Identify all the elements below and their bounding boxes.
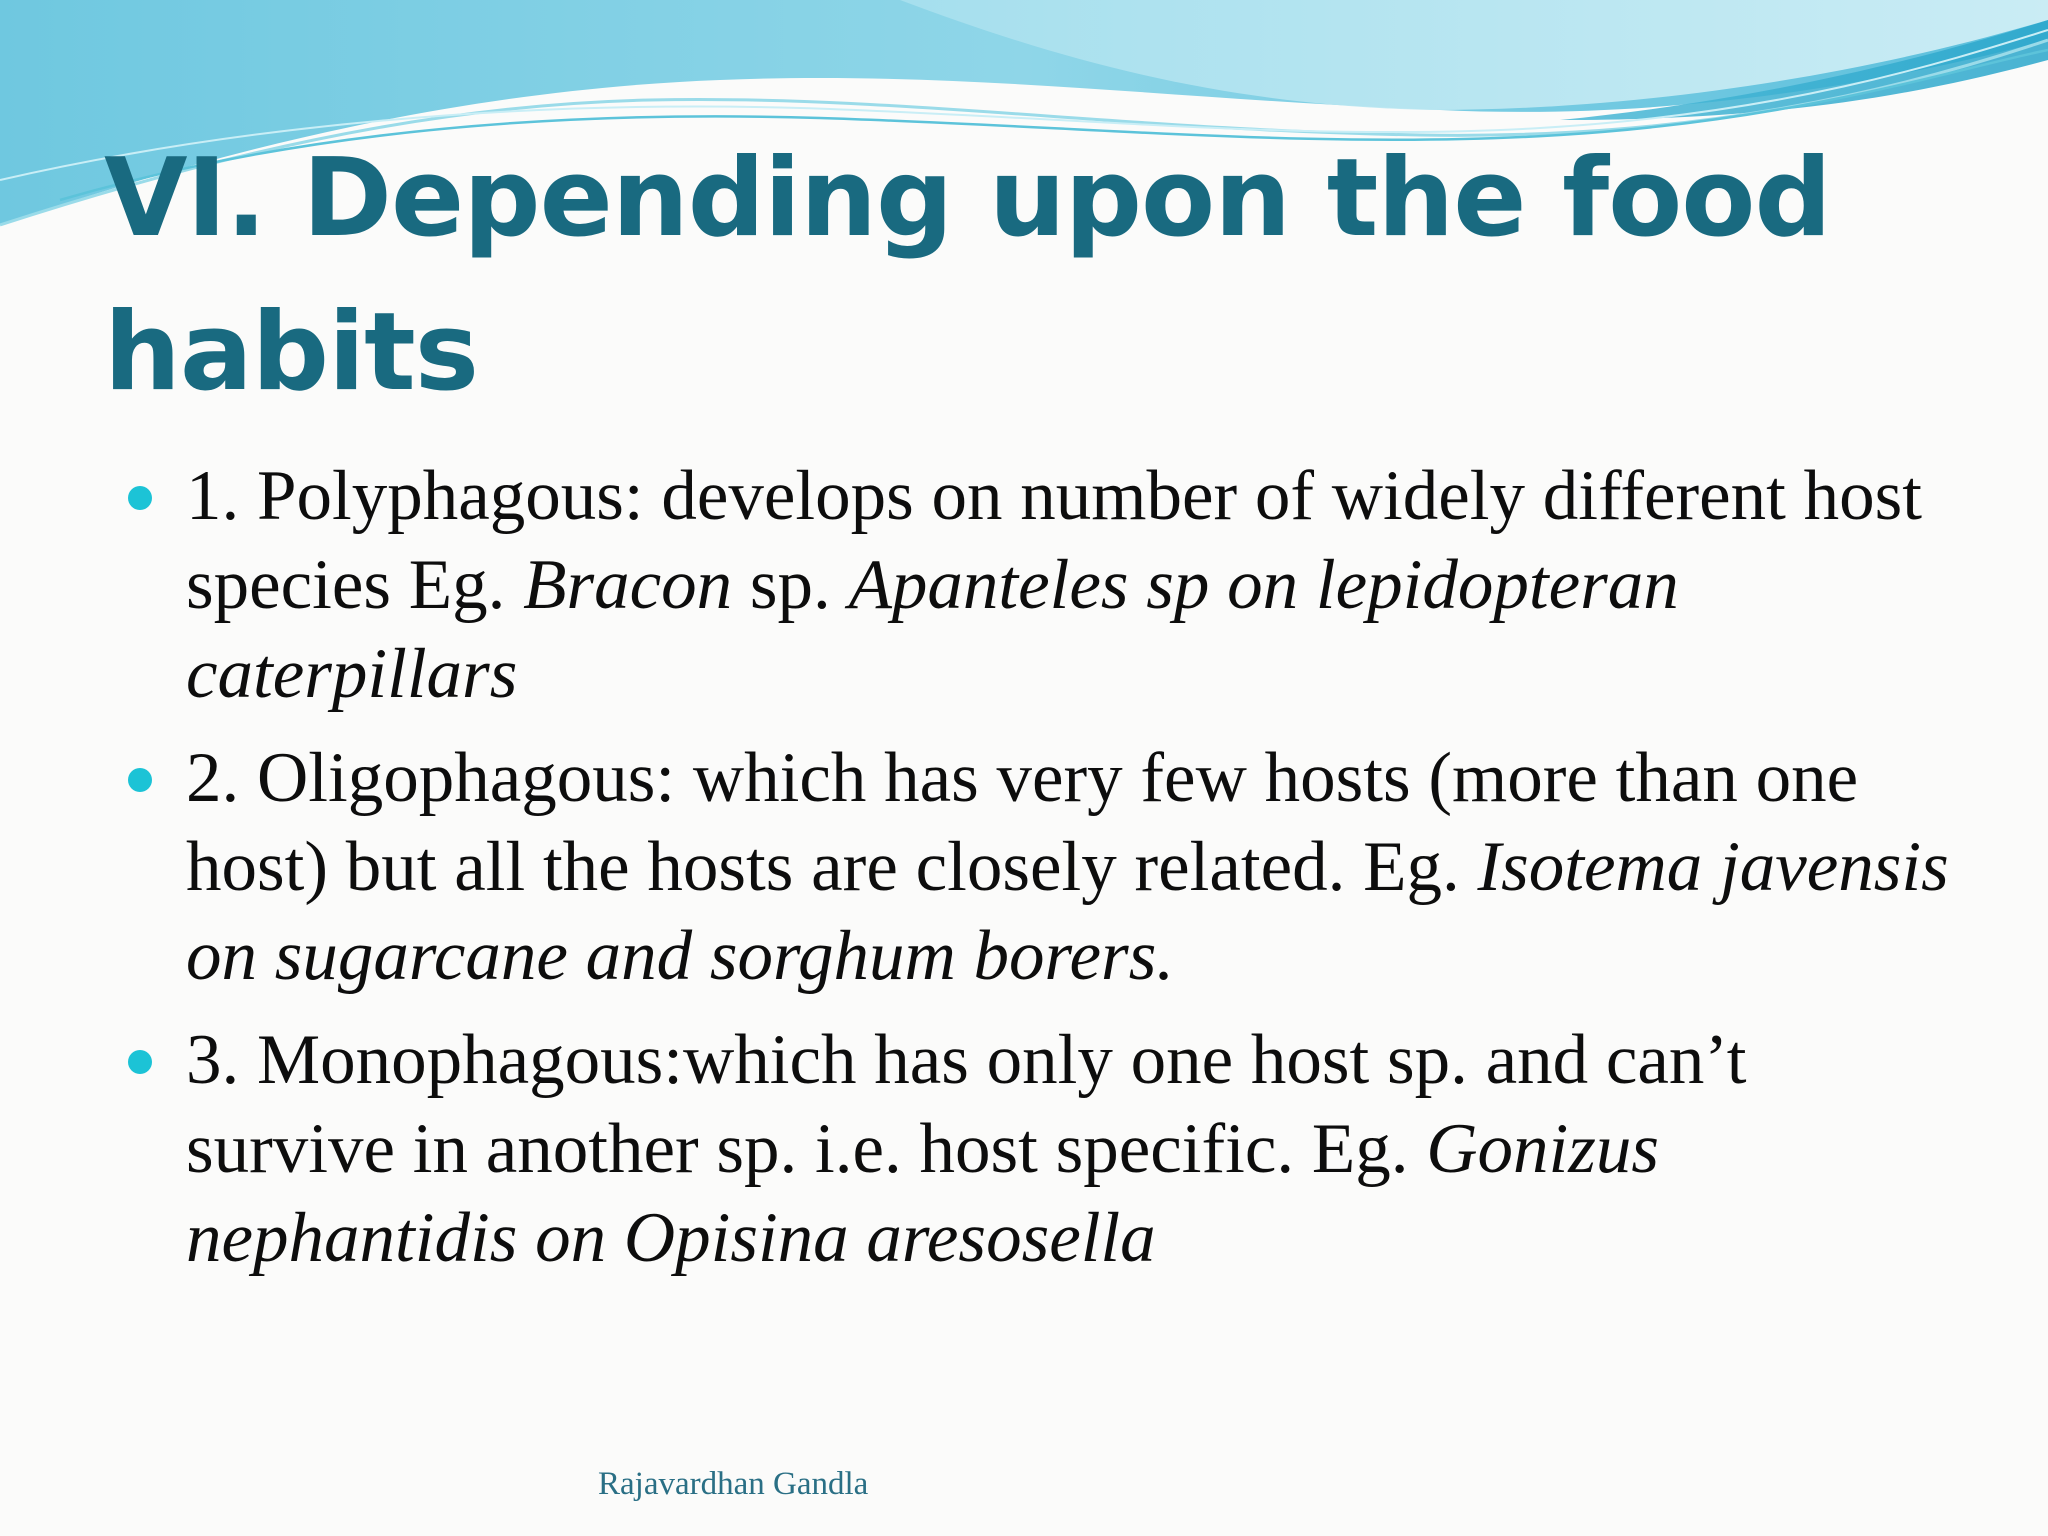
bullet-item-oligophagous: [128, 734, 1958, 1001]
species-name: Isotema javensis on sugarcane and sorghum borers.: [186, 828, 1949, 995]
bullet-text-segment: 2. Oligophagous: which has very few hosts (more than one host) but all the hosts are closely related. Eg.: [186, 739, 1859, 906]
species-name: Bracon: [523, 546, 733, 624]
bullet-item-monophagous: [128, 1016, 1958, 1283]
slide-title: VI. Depending upon the food habits: [104, 136, 1831, 415]
species-name: Apanteles sp on lepidopteran caterpillars: [186, 546, 1679, 713]
bullet-dot-icon: [128, 1050, 152, 1074]
bullet-dot-icon: [128, 768, 152, 792]
bullet-text-segment: 3. Monophagous:which has only one host sp. and can’t survive in another sp. i.e. host specific. Eg.: [186, 1021, 1747, 1188]
bullet-text-segment: 1. Polyphagous: develops on number of widely different host species Eg.: [186, 457, 1922, 624]
bullet-text-segment: sp.: [732, 546, 849, 624]
slide-footer-author: Rajavardhan Gandla: [598, 1466, 869, 1502]
bullet-list: [128, 452, 1958, 1298]
species-name: Gonizus nephantidis on Opisina aresosella: [186, 1110, 1660, 1277]
bullet-item-polyphagous: [128, 452, 1958, 719]
bullet-dot-icon: [128, 486, 152, 510]
